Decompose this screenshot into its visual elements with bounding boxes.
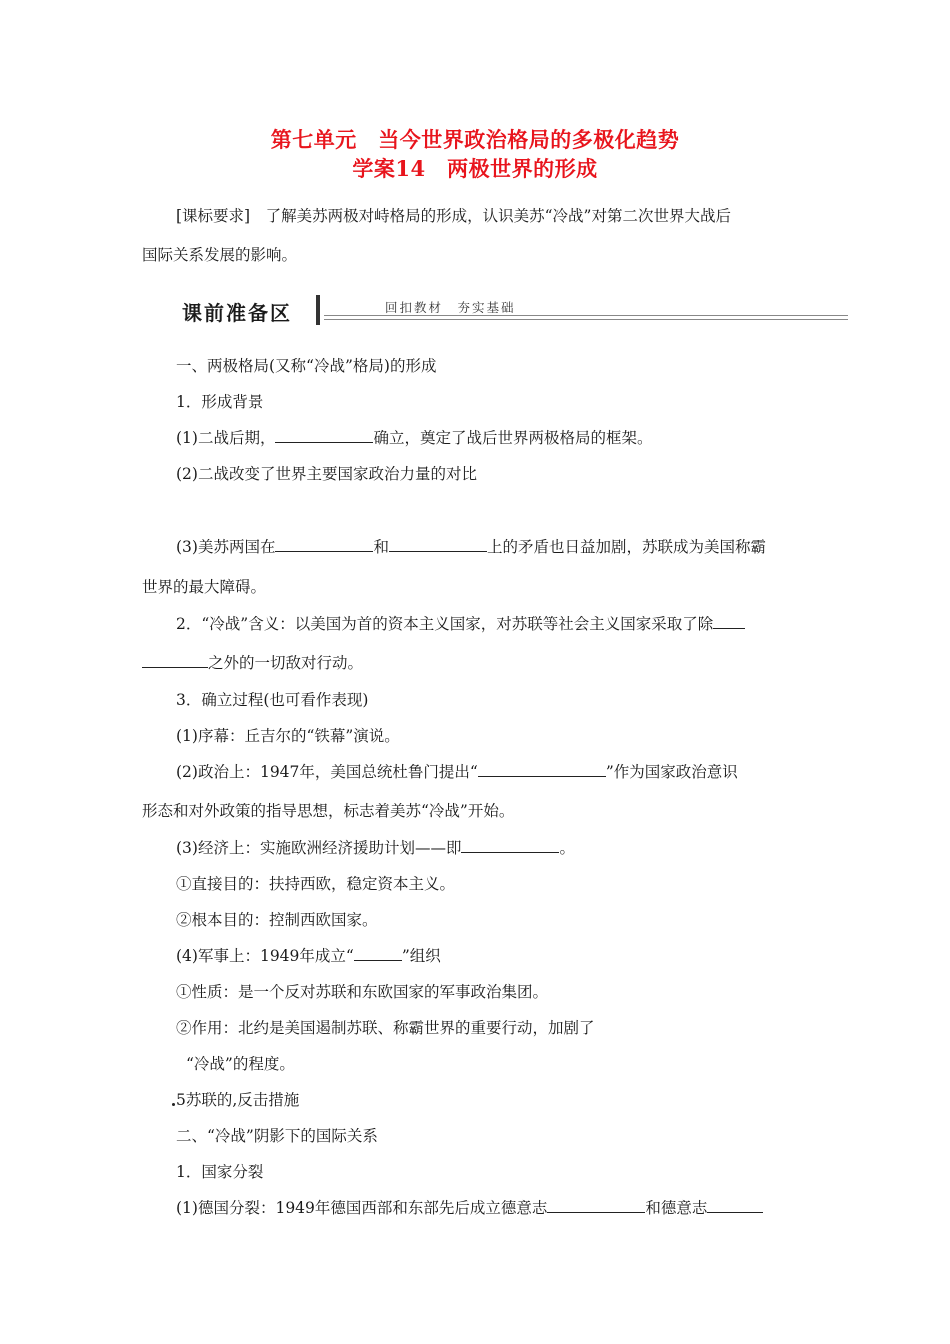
fill-blank[interactable] bbox=[275, 536, 373, 553]
text-line: (2)二战改变了世界主要国家政治力量的对比 bbox=[176, 465, 477, 483]
text-line bbox=[176, 612, 745, 634]
fill-blank[interactable] bbox=[142, 652, 208, 669]
text-line bbox=[176, 1196, 763, 1218]
banner-divider bbox=[316, 295, 320, 325]
text-segment: 2．“冷战”含义：以美国为首的资本主义国家，对苏联等社会主义国家采取了除 bbox=[176, 615, 714, 633]
text-segment: 之外的一切敌对行动。 bbox=[208, 654, 364, 672]
text-segment: (3)美苏两国在 bbox=[176, 538, 276, 556]
text-line: (1)序幕：丘吉尔的“铁幕”演说。 bbox=[176, 727, 400, 745]
requirement-text-cont: 国际关系发展的影响。 bbox=[142, 246, 298, 264]
text-line: 5苏联的,反击措施 bbox=[176, 1091, 300, 1109]
fill-blank[interactable] bbox=[478, 761, 606, 778]
fill-blank[interactable] bbox=[707, 1197, 763, 1214]
section-heading: 一、两极格局(又称“冷战”格局)的形成 bbox=[176, 357, 437, 375]
text-segment: (3)经济上：实施欧洲经济援助计划——即 bbox=[176, 839, 462, 857]
subsection-heading: 3．确立过程(也可看作表现) bbox=[176, 691, 369, 709]
text-segment: ”作为国家政治意识 bbox=[605, 763, 738, 781]
banner-label: 课前准备区 bbox=[182, 301, 292, 325]
subsection-heading: 1．形成背景 bbox=[176, 393, 264, 411]
text-line: ①性质：是一个反对苏联和东欧国家的军事政治集团。 bbox=[176, 983, 549, 1001]
fill-blank[interactable] bbox=[713, 613, 745, 630]
text-line: ①直接目的：扶持西欧，稳定资本主义。 bbox=[176, 875, 456, 893]
banner-subtitle: 回扣教材 夯实基础 bbox=[385, 300, 516, 315]
section-heading: 二、“冷战”阴影下的国际关系 bbox=[176, 1127, 378, 1145]
subsection-heading: 1．国家分裂 bbox=[176, 1163, 264, 1181]
fill-blank[interactable] bbox=[275, 427, 373, 444]
text-segment: 。 bbox=[559, 839, 575, 857]
text-segment: 和德意志 bbox=[645, 1199, 708, 1217]
lesson-title: 学案14 两极世界的形成 bbox=[352, 156, 598, 181]
text-line: 形态和对外政策的指导思想，标志着美苏“冷战”开始。 bbox=[142, 802, 515, 820]
fill-blank[interactable] bbox=[354, 945, 402, 962]
banner-rule bbox=[324, 319, 848, 320]
text-line bbox=[176, 426, 652, 448]
text-segment: (2)政治上：1947年，美国总统杜鲁门提出“ bbox=[176, 763, 478, 781]
text-line: ②作用：北约是美国遏制苏联、称霸世界的重要行动，加剧了 bbox=[176, 1019, 595, 1037]
section-banner bbox=[180, 295, 848, 329]
text-line bbox=[176, 535, 766, 557]
text-segment: 确立，奠定了战后世界两极格局的框架。 bbox=[373, 429, 653, 447]
text-line bbox=[142, 651, 363, 673]
text-line: “冷战”的程度。 bbox=[186, 1055, 295, 1073]
text-line bbox=[176, 760, 738, 782]
text-segment: (4)军事上：1949年成立“ bbox=[176, 947, 354, 965]
unit-title: 第七单元 当今世界政治格局的多极化趋势 bbox=[270, 127, 680, 152]
fill-blank[interactable] bbox=[389, 536, 487, 553]
text-segment: (1)德国分裂：1949年德国西部和东部先后成立德意志 bbox=[176, 1199, 548, 1217]
text-line bbox=[176, 836, 575, 858]
fill-blank[interactable] bbox=[547, 1197, 645, 1214]
text-line: ②根本目的：控制西欧国家。 bbox=[176, 911, 378, 929]
text-segment: ”组织 bbox=[401, 947, 441, 965]
stray-dot bbox=[172, 1103, 175, 1106]
text-segment: 上的矛盾也日益加剧，苏联成为美国称霸 bbox=[486, 538, 766, 556]
text-line: 世界的最大障碍。 bbox=[142, 578, 267, 596]
text-segment: (1)二战后期， bbox=[176, 429, 276, 447]
text-line bbox=[176, 944, 441, 966]
text-segment: 和 bbox=[373, 538, 389, 556]
requirement-text: [课标要求] 了解美苏两极对峙格局的形成，认识美苏“冷战”对第二次世界大战后 bbox=[176, 207, 731, 225]
fill-blank[interactable] bbox=[461, 837, 559, 854]
